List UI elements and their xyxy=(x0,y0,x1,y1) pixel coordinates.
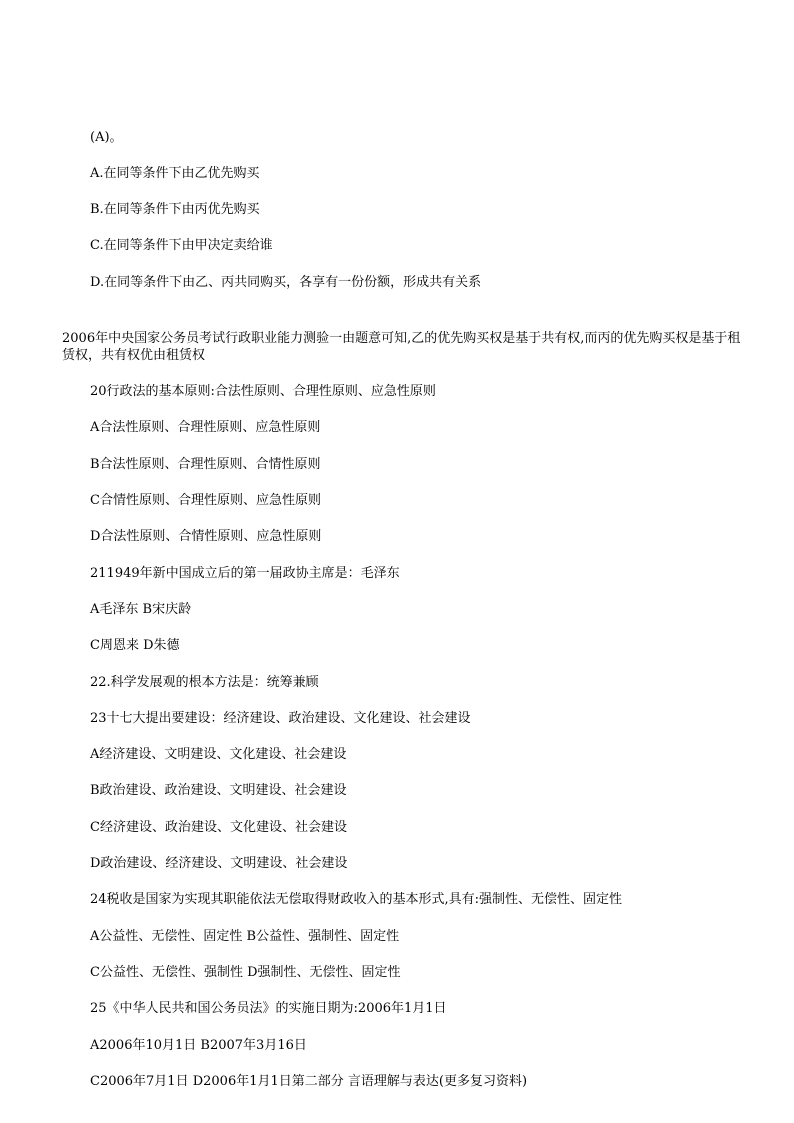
q23-option-c: C经济建设、政治建设、文化建设、社会建设 xyxy=(90,820,347,835)
q20-option-b: B合法性原则、合理性原则、合情性原则 xyxy=(90,457,321,472)
answer-line: (A)。 xyxy=(90,130,123,145)
q23-option-b: B政治建设、政治建设、文明建设、社会建设 xyxy=(90,783,347,798)
question-21: 211949年新中国成立后的第一届政协主席是：毛泽东 xyxy=(90,566,400,581)
option-a: A.在同等条件下由乙优先购买 xyxy=(90,166,260,181)
q20-option-a: A合法性原则、合理性原则、应急性原则 xyxy=(90,420,321,435)
question-23: 23十七大提出要建设：经济建设、政治建设、文化建设、社会建设 xyxy=(90,711,471,726)
q24-options-cd: C公益性、无偿性、强制性 D强制性、无偿性、固定性 xyxy=(90,965,401,980)
q23-option-a: A经济建设、文明建设、文化建设、社会建设 xyxy=(90,747,347,762)
q25-options-ab: A2006年10月1日 B2007年3月16日 xyxy=(90,1038,307,1053)
question-20: 20行政法的基本原则:合法性原则、合理性原则、应急性原则 xyxy=(90,384,436,399)
question-22: 22.科学发展观的根本方法是：统筹兼顾 xyxy=(90,675,319,690)
option-c: C.在同等条件下由甲决定卖给谁 xyxy=(90,238,273,253)
q24-options-ab: A公益性、无偿性、固定性 B公益性、强制性、固定性 xyxy=(90,929,400,944)
q25-options-cd: C2006年7月1日 D2006年1月1日第二部分 言语理解与表达(更多复习资料) xyxy=(90,1074,528,1089)
q21-options-cd: C周恩来 D朱德 xyxy=(90,638,180,653)
q21-options-ab: A毛泽东 B宋庆龄 xyxy=(90,602,192,617)
question-25: 25《中华人民共和国公务员法》的实施日期为:2006年1月1日 xyxy=(90,1001,447,1016)
q20-option-d: D合法性原则、合情性原则、应急性原则 xyxy=(90,529,322,544)
q23-option-d: D政治建设、经济建设、文明建设、社会建设 xyxy=(90,856,348,871)
q20-option-c: C合情性原则、合理性原则、应急性原则 xyxy=(90,493,321,508)
question-24: 24税收是国家为实现其职能依法无偿取得财政收入的基本形式,具有:强制性、无偿性、固定性 xyxy=(90,892,623,907)
option-b: B.在同等条件下由丙优先购买 xyxy=(90,202,260,217)
option-d: D.在同等条件下由乙、丙共同购买，各享有一份份额，形成共有关系 xyxy=(90,275,482,290)
explanation-paragraph: 2006年中央国家公务员考试行政职业能力测验一由题意可知,乙的优先购买权是基于共有权,而丙的优先购买权是基于租赁权，共有权优由租赁权 xyxy=(62,331,741,363)
